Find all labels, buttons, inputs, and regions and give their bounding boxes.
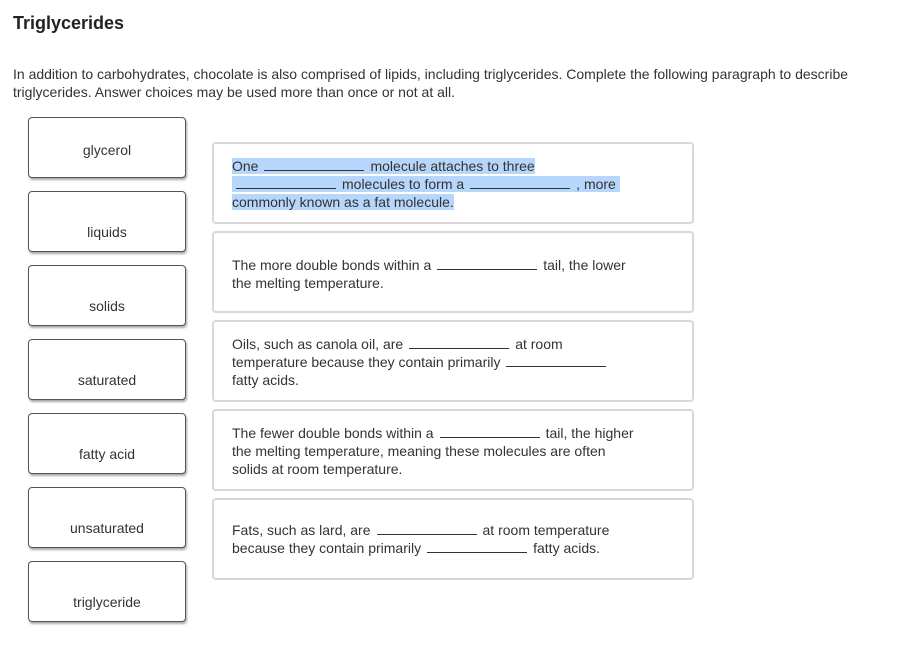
statement-2-line-1: The more double bonds within a tail, the lower — [232, 257, 626, 273]
statement-5-line-1: Fats, such as lard, are at room temperature — [232, 522, 610, 538]
blank-2a[interactable] — [437, 257, 537, 270]
blank-4a[interactable] — [440, 425, 540, 438]
statement-2 — [212, 231, 694, 313]
statement-1 — [212, 142, 694, 224]
choice-unsaturated[interactable] — [28, 487, 186, 548]
blank-1b[interactable] — [236, 176, 336, 189]
statement-5-line-2: because they contain primarily fatty acids. — [232, 540, 601, 556]
blank-3a[interactable] — [409, 336, 509, 349]
choice-label: unsaturated — [70, 520, 144, 536]
choice-liquids[interactable] — [28, 191, 186, 252]
choice-label: triglyceride — [73, 594, 141, 610]
statement-2-line-2: the melting temperature. — [232, 275, 384, 291]
choice-label: glycerol — [82, 142, 132, 158]
page-title: Triglycerides — [13, 13, 125, 33]
blank-3b[interactable] — [506, 354, 606, 367]
statement-1-line-3: commonly known as a fat molecule. — [232, 194, 454, 210]
statement-4-line-3: solids at room temperature. — [232, 461, 403, 477]
statement-1-line-1: One molecule attaches to three — [232, 158, 535, 174]
statement-4 — [212, 409, 694, 491]
statement-5 — [212, 498, 694, 580]
blank-1c[interactable] — [470, 176, 570, 189]
blank-5b[interactable] — [427, 540, 527, 553]
statement-3-line-1: Oils, such as canola oil, are at room — [232, 336, 563, 352]
blank-5a[interactable] — [377, 522, 477, 535]
choice-solids[interactable] — [28, 265, 186, 326]
statement-1-line-2: molecules to form a , more — [232, 175, 674, 193]
statement-3-line-3: fatty acids. — [232, 372, 299, 388]
statement-3 — [212, 320, 694, 402]
statement-4-line-2: the melting temperature, meaning these molecules are often — [232, 443, 606, 459]
blank-1a[interactable] — [264, 158, 364, 171]
choice-triglyceride[interactable] — [28, 561, 186, 622]
instructions-text: In addition to carbohydrates, chocolate is also comprised of lipids, including triglycerides. Complete the following paragraph to describe triglycerides. Answer choices may be used more than once or not at all. — [13, 66, 849, 100]
statement-3-line-2: temperature because they contain primarily — [232, 353, 674, 371]
choice-label: fatty acid — [78, 446, 136, 462]
choice-glycerol[interactable] — [28, 117, 186, 178]
statement-4-line-1: The fewer double bonds within a tail, the higher — [232, 425, 634, 441]
choice-label: liquids — [87, 224, 127, 240]
choice-saturated[interactable] — [28, 339, 186, 400]
choice-label: solids — [89, 298, 125, 314]
choice-label: saturated — [77, 372, 137, 388]
choice-fatty-acid[interactable] — [28, 413, 186, 474]
